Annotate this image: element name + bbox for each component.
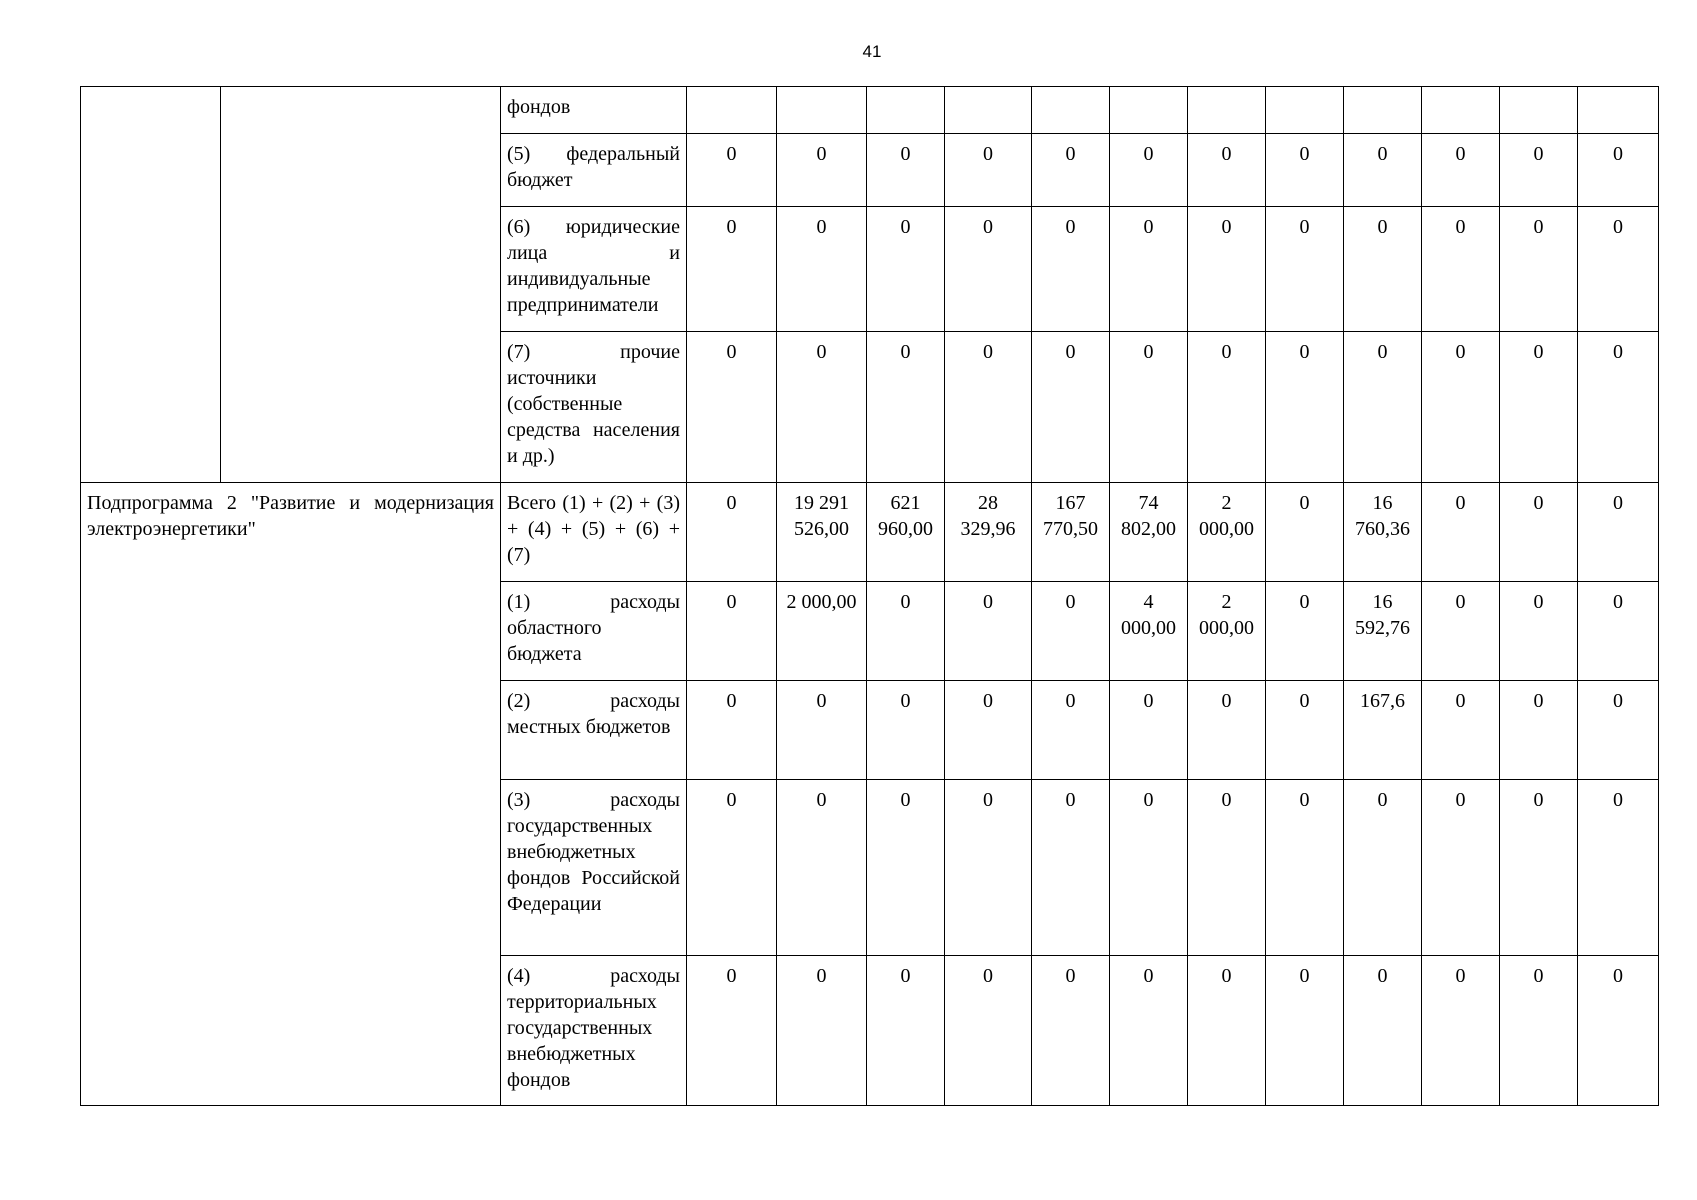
value-cell: 0 bbox=[777, 332, 867, 483]
value-cell: 16 760,36 bbox=[1344, 483, 1422, 582]
source-label: (7) прочие источники (собственные средства населения и др.) bbox=[501, 332, 687, 483]
value-cell: 0 bbox=[1266, 956, 1344, 1106]
value-cell: 0 bbox=[777, 681, 867, 780]
value-cell: 0 bbox=[1110, 332, 1188, 483]
source-label: (2) расходы местных бюджетов bbox=[501, 681, 687, 780]
source-label: (5) федеральный бюджет bbox=[501, 134, 687, 207]
value-cell: 0 bbox=[777, 134, 867, 207]
value-cell bbox=[1110, 87, 1188, 134]
value-cell: 0 bbox=[1266, 780, 1344, 956]
value-cell: 74 802,00 bbox=[1110, 483, 1188, 582]
value-cell: 19 291 526,00 bbox=[777, 483, 867, 582]
value-cell: 0 bbox=[1500, 134, 1578, 207]
source-label: Всего (1) + (2) + (3) + (4) + (5) + (6) + (7) bbox=[501, 483, 687, 582]
value-cell: 0 bbox=[1110, 207, 1188, 332]
value-cell: 167,6 bbox=[1344, 681, 1422, 780]
value-cell: 0 bbox=[1344, 134, 1422, 207]
value-cell: 0 bbox=[1344, 780, 1422, 956]
value-cell: 0 bbox=[945, 332, 1032, 483]
value-cell: 0 bbox=[1500, 780, 1578, 956]
value-cell: 0 bbox=[1266, 332, 1344, 483]
value-cell: 0 bbox=[777, 956, 867, 1106]
source-label: (1) расходы областного бюджета bbox=[501, 582, 687, 681]
value-cell: 0 bbox=[1422, 483, 1500, 582]
value-cell: 0 bbox=[867, 681, 945, 780]
value-cell: 0 bbox=[1032, 780, 1110, 956]
value-cell bbox=[1266, 87, 1344, 134]
value-cell: 0 bbox=[1032, 332, 1110, 483]
value-cell bbox=[1032, 87, 1110, 134]
value-cell: 0 bbox=[1266, 134, 1344, 207]
value-cell bbox=[1500, 87, 1578, 134]
value-cell: 0 bbox=[1032, 134, 1110, 207]
value-cell: 0 bbox=[867, 332, 945, 483]
source-label: (6) юридические лица и индивидуальные предприниматели bbox=[501, 207, 687, 332]
value-cell: 0 bbox=[1110, 780, 1188, 956]
table-row bbox=[81, 483, 1659, 582]
value-cell: 4 000,00 bbox=[1110, 582, 1188, 681]
value-cell: 0 bbox=[1032, 956, 1110, 1106]
value-cell: 0 bbox=[687, 780, 777, 956]
value-cell: 0 bbox=[687, 134, 777, 207]
value-cell: 0 bbox=[1032, 681, 1110, 780]
value-cell: 0 bbox=[1578, 332, 1659, 483]
value-cell: 0 bbox=[945, 207, 1032, 332]
value-cell: 28 329,96 bbox=[945, 483, 1032, 582]
value-cell: 0 bbox=[1422, 780, 1500, 956]
value-cell: 0 bbox=[1266, 681, 1344, 780]
value-cell: 0 bbox=[945, 681, 1032, 780]
value-cell: 0 bbox=[1422, 681, 1500, 780]
value-cell: 0 bbox=[1500, 332, 1578, 483]
value-cell: 0 bbox=[1344, 332, 1422, 483]
value-cell bbox=[945, 87, 1032, 134]
value-cell: 0 bbox=[1188, 780, 1266, 956]
value-cell: 0 bbox=[1422, 956, 1500, 1106]
value-cell: 0 bbox=[1188, 207, 1266, 332]
value-cell: 0 bbox=[1110, 956, 1188, 1106]
empty-cell bbox=[221, 87, 501, 483]
page-number: 41 bbox=[862, 42, 882, 61]
value-cell: 167 770,50 bbox=[1032, 483, 1110, 582]
value-cell: 0 bbox=[1500, 483, 1578, 582]
value-cell: 0 bbox=[1188, 681, 1266, 780]
value-cell: 0 bbox=[687, 582, 777, 681]
source-label: фондов bbox=[501, 87, 687, 134]
value-cell: 0 bbox=[1032, 582, 1110, 681]
value-cell: 0 bbox=[945, 956, 1032, 1106]
value-cell: 0 bbox=[1422, 134, 1500, 207]
value-cell bbox=[867, 87, 945, 134]
value-cell: 0 bbox=[867, 207, 945, 332]
value-cell: 0 bbox=[1422, 207, 1500, 332]
value-cell: 0 bbox=[1578, 134, 1659, 207]
empty-cell bbox=[81, 87, 221, 483]
value-cell: 2 000,00 bbox=[1188, 483, 1266, 582]
table-row bbox=[81, 87, 1659, 134]
value-cell bbox=[1188, 87, 1266, 134]
value-cell: 0 bbox=[867, 780, 945, 956]
value-cell: 0 bbox=[945, 780, 1032, 956]
value-cell: 0 bbox=[1266, 483, 1344, 582]
value-cell: 0 bbox=[1032, 207, 1110, 332]
value-cell: 0 bbox=[687, 681, 777, 780]
value-cell: 0 bbox=[1188, 956, 1266, 1106]
value-cell: 0 bbox=[687, 207, 777, 332]
value-cell bbox=[687, 87, 777, 134]
value-cell: 0 bbox=[777, 780, 867, 956]
value-cell bbox=[1344, 87, 1422, 134]
value-cell: 0 bbox=[1188, 134, 1266, 207]
value-cell bbox=[777, 87, 867, 134]
value-cell: 0 bbox=[1578, 483, 1659, 582]
value-cell: 0 bbox=[867, 134, 945, 207]
value-cell: 0 bbox=[1422, 332, 1500, 483]
value-cell: 621 960,00 bbox=[867, 483, 945, 582]
value-cell: 0 bbox=[1500, 207, 1578, 332]
value-cell: 0 bbox=[945, 582, 1032, 681]
subprogram-title: Подпрограмма 2 "Развитие и модернизация электроэнергетики" bbox=[81, 483, 501, 1106]
value-cell: 0 bbox=[1344, 956, 1422, 1106]
value-cell: 0 bbox=[1188, 332, 1266, 483]
value-cell: 0 bbox=[867, 582, 945, 681]
value-cell: 0 bbox=[687, 332, 777, 483]
value-cell: 0 bbox=[1422, 582, 1500, 681]
value-cell: 0 bbox=[1500, 956, 1578, 1106]
value-cell: 0 bbox=[1266, 582, 1344, 681]
value-cell: 0 bbox=[945, 134, 1032, 207]
source-label: (4) расходы территориальных государственных внебюджетных фондов bbox=[501, 956, 687, 1106]
value-cell bbox=[1578, 87, 1659, 134]
value-cell: 16 592,76 bbox=[1344, 582, 1422, 681]
value-cell: 0 bbox=[1578, 582, 1659, 681]
value-cell: 0 bbox=[1578, 780, 1659, 956]
value-cell bbox=[1422, 87, 1500, 134]
value-cell: 0 bbox=[1578, 207, 1659, 332]
source-label: (3) расходы государственных внебюджетных фондов Российской Федерации bbox=[501, 780, 687, 956]
value-cell: 2 000,00 bbox=[1188, 582, 1266, 681]
value-cell: 0 bbox=[1578, 956, 1659, 1106]
value-cell: 0 bbox=[777, 207, 867, 332]
value-cell: 0 bbox=[867, 956, 945, 1106]
value-cell: 0 bbox=[1500, 582, 1578, 681]
value-cell: 0 bbox=[1500, 681, 1578, 780]
value-cell: 0 bbox=[687, 956, 777, 1106]
value-cell: 0 bbox=[1344, 207, 1422, 332]
value-cell: 0 bbox=[1110, 681, 1188, 780]
value-cell: 0 bbox=[1266, 207, 1344, 332]
value-cell: 0 bbox=[1110, 134, 1188, 207]
value-cell: 0 bbox=[687, 483, 777, 582]
value-cell: 2 000,00 bbox=[777, 582, 867, 681]
budget-table bbox=[80, 86, 1659, 1106]
value-cell: 0 bbox=[1578, 681, 1659, 780]
